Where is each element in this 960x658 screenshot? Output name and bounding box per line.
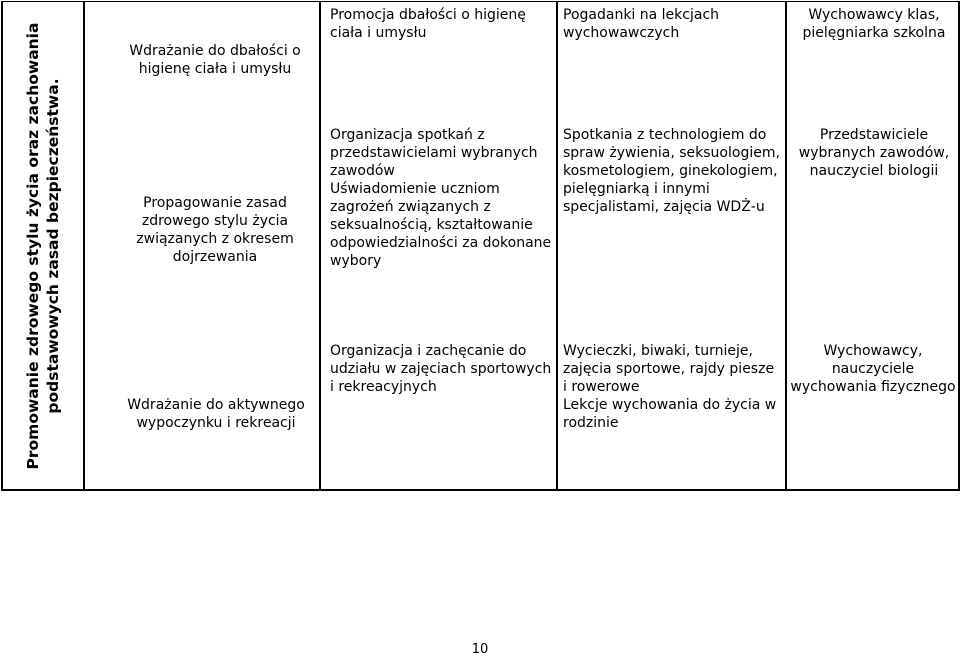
- side-label: Promowanie zdrowego stylu życia oraz zachowania podstawowych zasad bezpieczeństwa.: [24, 22, 62, 469]
- form-cell-3: Organizacja i zachęcanie do udziału w zajęciach sportowych i rekreacyjnych: [330, 343, 552, 395]
- page-number: 10: [471, 642, 489, 657]
- form-cell-1: Promocja dbałości o higienę ciała i umysłu: [330, 7, 526, 41]
- table-border-top: [1, 1, 960, 2]
- task-cell-2: Propagowanie zasad zdrowego stylu życia związanych z okresem dojrzewania: [136, 195, 294, 265]
- task-cell-1: Wdrażanie do dbałości o higienę ciała i umysłu: [129, 43, 301, 77]
- responsible-cell-1: Wychowawcy klas, pielęgniarka szkolna: [802, 7, 946, 41]
- task-cell-3: Wdrażanie do aktywnego wypoczynku i rekreacji: [127, 397, 305, 431]
- table-divider-1: [83, 1, 85, 490]
- table-divider-3: [556, 1, 558, 490]
- responsible-cell-3: Wychowawcy, nauczyciele wychowania fizycznego: [790, 343, 956, 395]
- method-cell-2: Spotkania z technologiem do spraw żywienia, seksuologiem, kosmetologiem, ginekologiem, pielęgniarką i innymi specjalistami, zajęcia WDŻ-u: [563, 127, 780, 215]
- table-divider-4: [785, 1, 787, 490]
- responsible-cell-2: Przedstawiciele wybranych zawodów, nauczyciel biologii: [798, 127, 950, 179]
- table-border-bottom: [1, 489, 960, 491]
- form-cell-2: Organizacja spotkań z przedstawicielami wybranych zawodów Uświadomienie uczniom zagrożeń związanych z seksualnością, kształtowanie odpowiedzialności za dokonane wybory: [330, 127, 552, 269]
- method-cell-1: Pogadanki na lekcjach wychowawczych: [563, 7, 720, 41]
- method-cell-3: Wycieczki, biwaki, turnieje, zajęcia sportowe, rajdy piesze i rowerowe Lekcje wychowania do życia w rodzinie: [563, 343, 777, 431]
- side-label-cell: [3, 2, 83, 489]
- table-divider-2: [319, 1, 321, 490]
